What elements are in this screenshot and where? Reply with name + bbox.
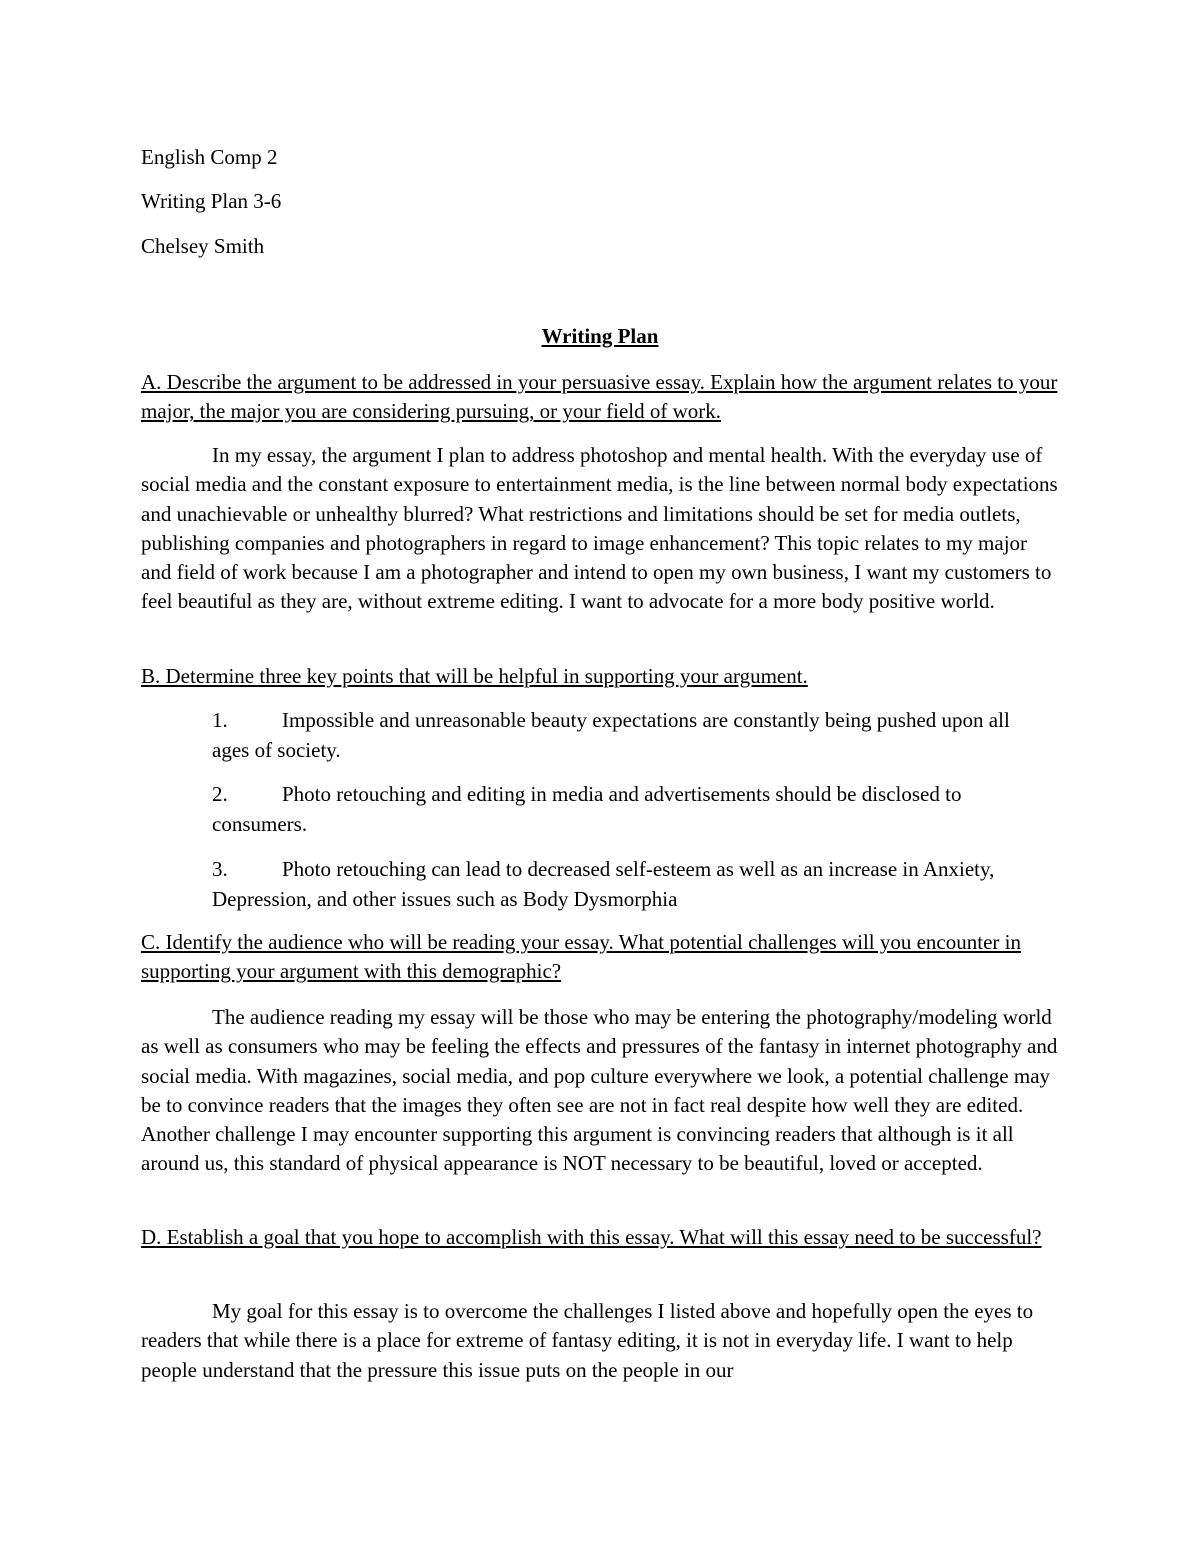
key-point-2 (212, 780, 1052, 839)
question-a: A. Describe the argument to be addressed in your persuasive essay. Explain how the argument relates to your major, the major you are considering pursuing, or your field of work. (141, 370, 1058, 424)
answer-d: My goal for this essay is to overcome the challenges I listed above and hopefully open the eyes to readers that while there is a place for extreme of fantasy editing, it is not in everyday life. I want to help people understand that the pressure this issue puts on the people in our (141, 1299, 1034, 1382)
key-point-3 (212, 855, 1052, 914)
course-name: English Comp 2 (141, 145, 278, 169)
page-title: Writing Plan (541, 324, 659, 348)
key-point-text: Impossible and unreasonable beauty expectations are constantly being pushed upon all ages of society. (212, 708, 1010, 762)
key-point-text: Photo retouching and editing in media and advertisements should be disclosed to consumers. (212, 782, 962, 836)
question-d: D. Establish a goal that you hope to accomplish with this essay. What will this essay need to be successful? (141, 1225, 1042, 1249)
key-point-number: 3. (212, 857, 228, 881)
key-point-text: Photo retouching can lead to decreased self-esteem as well as an increase in Anxiety, Depression, and other issues such as Body Dysmorphia (212, 857, 995, 911)
question-c: C. Identify the audience who will be reading your essay. What potential challenges will you encounter in supporting your argument with this demographic? (141, 930, 1021, 984)
answer-a: In my essay, the argument I plan to address photoshop and mental health. With the everyday use of social media and the constant exposure to entertainment media, is the line between normal body expectations and unachievable or unhealthy blurred? What restrictions and limitations should be set for media outlets, publishing companies and photographers in regard to image enhancement? This topic relates to my major and field of work because I am a photographer and intend to open my own business, I want my customers to feel beautiful as they are, without extreme editing. I want to advocate for a more body positive world. (141, 443, 1058, 614)
key-point-number: 1. (212, 708, 228, 732)
key-point-1 (212, 706, 1052, 765)
author-name: Chelsey Smith (141, 234, 265, 258)
answer-c: The audience reading my essay will be those who may be entering the photography/modeling world as well as consumers who may be feeling the effects and pressures of the fantasy in internet photography and social media. With magazines, social media, and pop culture everywhere we look, a potential challenge may be to convince readers that the images they often see are not in fact real despite how well they are edited. Another challenge I may encounter supporting this argument is convincing readers that although is it all around us, this standard of physical appearance is NOT necessary to be beautiful, loved or accepted. (141, 1005, 1058, 1176)
question-b: B. Determine three key points that will be helpful in supporting your argument. (141, 664, 808, 688)
assignment-name: Writing Plan 3-6 (141, 189, 282, 213)
key-point-number: 2. (212, 782, 228, 806)
